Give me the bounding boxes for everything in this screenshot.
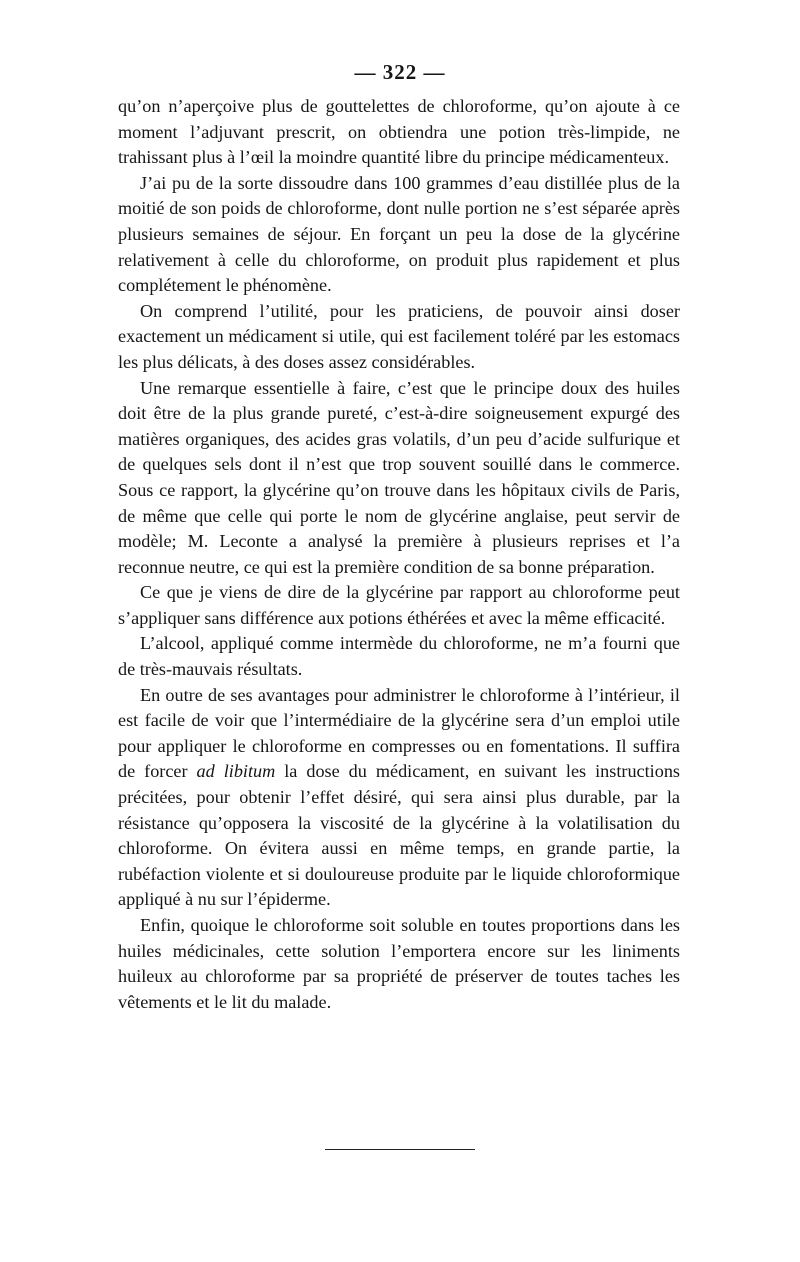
external-use-text-start: En outre de ses avantages pour administrer le chloroforme à l’intérieur, il est facile de voir que l’intermédiaire de la glycérine sera d’un emploi utile pour appliquer le chloroforme en compresses ou en fomentations. Il suffira de forcer — [118, 684, 680, 782]
paragraph-alcohol: L’alcool, appliqué comme intermède du chloroforme, ne m’a fourni que de très-mauvais résultats. — [118, 633, 680, 680]
italic-ad-libitum: ad libitum — [196, 761, 276, 782]
external-use-text-end: la dose du médicament, en suivant les instructions précitées, pour obtenir l’effet désiré, qui sera ainsi plus durable, par la résistance qu’opposera la viscosité de la glycérine à la volatilisation du chloroforme. On évitera aussi en même temps, en grande partie, la rubéfaction violente et si douloureuse produite par le liquide chloroformique appliqué à nu sur l’épiderme. — [118, 761, 680, 910]
paragraph-continuation: qu’on n’aperçoive plus de gouttelettes de chloroforme, qu’on ajoute à ce moment l’adjuvant prescrit, on obtiendra une potion très-limpide, ne trahissant plus à l’œil la moindre quantité libre du principe médicamenteux. — [118, 96, 680, 168]
paragraph-conclusion: Enfin, quoique le chloroforme soit soluble en toutes proportions dans les huiles médicinales, cette solution l’emportera encore sur les liniments huileux au chloroforme par sa propriété de préserver de toutes taches les vêtements et le lit du malade. — [118, 915, 680, 1012]
end-divider-rule — [325, 1149, 475, 1150]
paragraph-ether-potions: Ce que je viens de dire de la glycérine par rapport au chloroforme peut s’appliquer sans différence aux potions éthérées et avec la même efficacité. — [118, 582, 680, 628]
page-number: — 322 — — [354, 60, 446, 84]
body-text — [118, 94, 680, 1015]
paragraph-external-use — [118, 683, 680, 913]
paragraph-purity: Une remarque essentielle à faire, c’est que le principe doux des huiles doit être de la plus grande pureté, c’est-à-dire soigneusement expurgé des matières organiques, des acides gras volatils, d’un peu d’acide sulfurique et de quelques sels dont il n’est que trop souvent souillé dans le commerce. Sous ce rapport, la glycérine qu’on trouve dans les hôpitaux civils de Paris, de même que celle qui porte le nom de glycérine anglaise, peut servir de modèle; M. Leconte a analysé la première à plusieurs reprises et l’a reconnue neutre, ce qui est la première condition de sa bonne préparation. — [118, 377, 680, 577]
paragraph-utility: On comprend l’utilité, pour les praticiens, de pouvoir ainsi doser exactement un médicament si utile, qui est facilement toléré par les estomacs les plus délicats, à des doses assez considérables. — [118, 300, 680, 372]
paragraph-dissolution: J’ai pu de la sorte dissoudre dans 100 grammes d’eau distillée plus de la moitié de son poids de chloroforme, dont nulle portion ne s’est séparée après plusieurs semaines de séjour. En forçant un peu la dose de la glycérine relativement à celle du chloroforme, on produit plus rapidement et plus complétement le phénomène. — [118, 172, 680, 296]
